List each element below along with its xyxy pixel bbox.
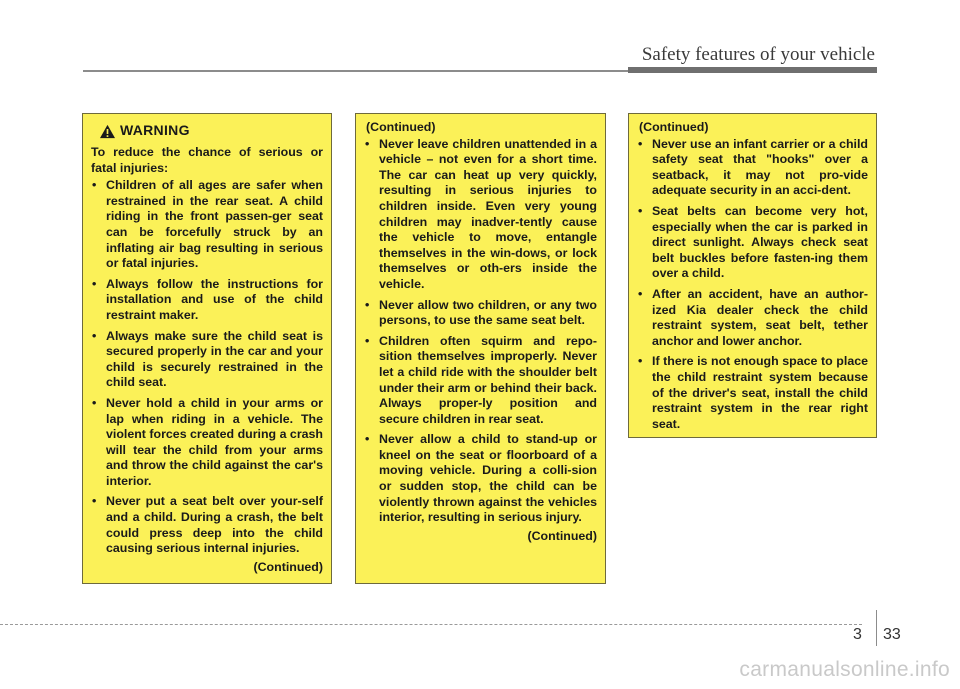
continued-label: (Continued) — [639, 120, 709, 134]
continued-label: (Continued) — [527, 528, 597, 543]
warning-item: • Always follow the instructions for installation and use of the child restraint maker. — [91, 277, 323, 324]
watermark: carmanualsonline.info — [739, 658, 950, 681]
warning-item: • Seat belts can become very hot, especially when the car is parked in direct sunlight. Always check seat belt buckles before fasten-ing them over a child. — [637, 204, 868, 282]
warning-item: • Always make sure the child seat is secured properly in the car and your child is securely restrained in the child seat. — [91, 329, 323, 391]
warning-list — [364, 137, 597, 526]
warning-item: • If there is not enough space to place the child restraint system because of the driver's seat, install the child restraint system in the rear right seat. — [637, 354, 868, 432]
warning-triangle-icon — [99, 124, 116, 139]
warning-intro: To reduce the chance of serious or fatal injuries: — [91, 145, 323, 175]
warning-heading — [99, 120, 323, 142]
warning-item: • Never allow two children, or any two persons, to use the same seat belt. — [364, 298, 597, 329]
warning-item: • Never hold a child in your arms or lap when riding in a vehicle. The violent forces created during a crash will tear the child from your arms and throw the child against the car's interior. — [91, 396, 323, 490]
warning-item: • Never allow a child to stand-up or kneel on the seat or floorboard of a moving vehicle. During a colli-sion or sudden stop, the child can be violently thrown against the vehicles interior, resulting in serious injury. — [364, 432, 597, 526]
warning-item: • Children often squirm and repo-sition themselves improperly. Never let a child ride with the shoulder belt under their arm or behind their back. Always proper-ly position and secure children in rear seat. — [364, 334, 597, 428]
warning-box-2 — [355, 113, 606, 584]
warning-label: WARNING — [120, 122, 190, 139]
warning-item: • Children of all ages are safer when restrained in the rear seat. A child riding in the front passen-ger seat can be forcefully struck by an inflating air bag resulting in serious or fatal injuries. — [91, 178, 323, 272]
page-number-separator — [876, 610, 877, 646]
warning-item: • After an accident, have an author-ized Kia dealer check the child restraint system, seat belt, tether anchor and lower anchor. — [637, 287, 868, 349]
warning-box-1 — [82, 113, 332, 584]
page-number: 33 — [883, 626, 901, 643]
page-header-title: Safety features of your vehicle — [641, 44, 875, 65]
warning-box-3 — [628, 113, 877, 438]
warning-list — [91, 178, 323, 557]
warning-item: • Never put a seat belt over your-self and a child. During a crash, the belt could press deep into the child causing serious internal injuries. — [91, 494, 323, 556]
warning-item: • Never use an infant carrier or a child safety seat that "hooks" over a seatback, it may not pro-vide adequate security in an acci-dent. — [637, 137, 868, 199]
warning-item: • Never leave children unattended in a vehicle – not even for a short time. The car can heat up very quickly, resulting in serious injuries to children inside. Even very young children may inadver-tently cause the vehicle to move, entangle themselves in the win-dows, or lock themselves or oth-ers inside the vehicle. — [364, 137, 597, 293]
warning-list — [637, 137, 868, 433]
chapter-number: 3 — [853, 626, 862, 643]
header-rule-accent — [628, 67, 877, 73]
continued-label: (Continued) — [253, 559, 323, 574]
continued-label: (Continued) — [366, 120, 436, 134]
footer-rule — [0, 624, 862, 625]
